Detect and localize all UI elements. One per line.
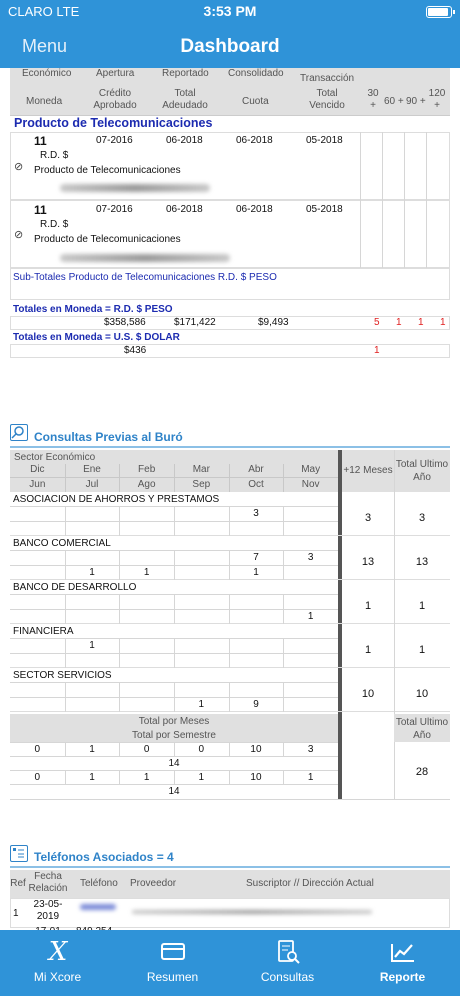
tel-hdr-ref: Ref — [10, 878, 26, 889]
tel-hdr-suscriptor: Suscriptor // Dirección Actual — [246, 878, 374, 889]
tel-hdr-telefono: Teléfono — [80, 878, 118, 889]
sector-cell: 1 — [143, 567, 150, 578]
hdr-credito: Crédito Aprobado — [93, 88, 137, 111]
total-year-label: Total Ultimo Año — [395, 717, 449, 741]
month-1-bottom: Jul — [85, 479, 99, 490]
total-rd-60: 1 — [396, 317, 402, 328]
sector-name: SECTOR SERVICIOS — [13, 670, 112, 681]
month-total-cell: 0 — [143, 744, 150, 755]
grand-total: 28 — [415, 766, 429, 778]
month-total-cell: 1 — [143, 772, 150, 783]
tel-date-1: 23-05-2019 — [33, 899, 63, 922]
total-semestre-label: Total por Semestre — [132, 730, 216, 741]
total-rd-owed: $171,422 — [174, 317, 216, 328]
month-3-top: Mar — [192, 464, 210, 475]
search-report-icon — [10, 424, 28, 441]
month-3-bottom: Sep — [192, 479, 211, 490]
total-us-120: 1 — [374, 345, 380, 356]
hdr-60: 60 + — [384, 96, 404, 107]
sector-cell: 1 — [198, 699, 205, 710]
hdr-reportado: Reportado — [162, 68, 209, 79]
total-rd-120: 1 — [440, 317, 446, 328]
col-12-meses: +12 Meses — [343, 465, 393, 476]
nav-bar — [0, 24, 460, 68]
hdr-consolidado: Consolidado — [228, 68, 284, 79]
hdr-90: 90 + — [406, 96, 426, 107]
telefonos-title: Teléfonos Asociados = 4 — [34, 850, 174, 864]
sector-name: BANCO DE DESARROLLO — [13, 582, 137, 593]
month-total-cell: 0 — [198, 744, 205, 755]
hdr-moneda: Moneda — [26, 96, 63, 107]
chart-line-icon — [390, 940, 416, 964]
month-total-cell: 3 — [307, 744, 314, 755]
tab-label: Consultas — [260, 970, 315, 984]
tel-hdr-fecha: Fecha Relación — [28, 871, 68, 894]
product-desc-1: Producto de Telecomunicaciones — [34, 165, 181, 176]
total-rd-90: 1 — [418, 317, 424, 328]
hdr-transaccion: Transacción — [300, 73, 355, 84]
sector-12-meses: 10 — [361, 688, 375, 700]
semester-total: 14 — [168, 786, 180, 797]
sector-cell: 1 — [89, 567, 95, 578]
redacted-subscriber-1 — [132, 910, 372, 914]
month-0-bottom: Jun — [29, 479, 46, 490]
redacted-account-1 — [60, 184, 210, 192]
product-num-1: 11 — [34, 134, 47, 148]
month-total-cell: 10 — [250, 772, 262, 783]
page-title: Dashboard — [180, 36, 280, 57]
xcore-logo-icon: X — [48, 937, 68, 967]
month-total-cell: 1 — [198, 772, 205, 783]
hdr-vencido: Total Vencido — [309, 88, 345, 111]
month-1-top: Ene — [83, 464, 101, 475]
product-section-title: Producto de Telecomunicaciones — [14, 116, 213, 130]
month-0-top: Dic — [30, 464, 45, 475]
menu-button[interactable]: Menu — [22, 36, 68, 56]
month-total-cell: 1 — [89, 772, 95, 783]
tab-label: Reporte — [379, 970, 426, 984]
month-4-top: Abr — [248, 464, 264, 475]
product-date-1b: 06-2018 — [166, 135, 203, 146]
sector-cell: 7 — [253, 552, 259, 563]
redacted-account-2 — [60, 254, 230, 262]
month-2-top: Feb — [138, 464, 156, 475]
product-date-1a: 07-2016 — [96, 135, 133, 146]
hdr-adeudado: Total Adeudado — [162, 88, 208, 111]
sector-cell: 1 — [89, 640, 95, 651]
subtotal-label: Sub-Totales Producto de Telecomunicaciones R.D. $ PESO — [13, 272, 277, 283]
tab-reporte[interactable] — [345, 930, 460, 996]
sector-cell: 3 — [253, 508, 259, 519]
totals-us-row — [10, 344, 450, 358]
tab-label: Mi Xcore — [33, 970, 82, 984]
totals-rd-row — [10, 316, 450, 330]
total-rd-quota: $9,493 — [258, 317, 289, 328]
telefonos-header — [10, 870, 450, 898]
sector-cell: 9 — [253, 699, 259, 710]
consultas-title: Consultas Previas al Buró — [34, 430, 183, 444]
tab-mi-xcore[interactable] — [0, 930, 115, 996]
product-currency-1: R.D. $ — [40, 150, 69, 161]
blocked-icon: ⊘ — [14, 161, 24, 173]
totals-us-label: Totales en Moneda = U.S. $ DOLAR — [13, 332, 180, 343]
product-date-1d: 05-2018 — [306, 135, 343, 146]
sector-name: FINANCIERA — [13, 626, 74, 637]
product-date-1c: 06-2018 — [236, 135, 273, 146]
month-2-bottom: Ago — [137, 479, 156, 490]
month-total-cell: 0 — [34, 772, 41, 783]
sector-label: Sector Económico — [14, 452, 96, 463]
month-total-cell: 10 — [250, 744, 262, 755]
sector-name: BANCO COMERCIAL — [13, 538, 111, 549]
total-rd-approved: $358,586 — [104, 317, 146, 328]
status-bar — [0, 0, 460, 24]
semester-total: 14 — [168, 758, 180, 769]
hdr-120: 120 + — [428, 88, 446, 111]
product-date-2c: 06-2018 — [236, 204, 273, 215]
card-icon — [160, 940, 186, 964]
month-5-top: May — [301, 464, 321, 475]
tab-bar — [0, 930, 460, 996]
sector-total: 1 — [418, 644, 426, 656]
battery-icon — [426, 6, 452, 18]
hdr-apertura: Apertura — [96, 68, 135, 79]
document-search-icon — [275, 940, 301, 964]
sector-total: 10 — [415, 688, 429, 700]
product-currency-2: R.D. $ — [40, 219, 69, 230]
tel-hdr-proveedor: Proveedor — [130, 878, 177, 889]
sector-12-meses: 13 — [361, 556, 375, 568]
report-content[interactable] — [0, 68, 460, 930]
total-us-approved: $436 — [124, 345, 147, 356]
product-date-2d: 05-2018 — [306, 204, 343, 215]
redacted-phone-1 — [80, 904, 116, 910]
sector-12-meses: 3 — [364, 512, 372, 524]
blocked-icon: ⊘ — [14, 229, 24, 241]
sector-cell: 3 — [307, 552, 314, 563]
tab-label: Resumen — [146, 970, 199, 984]
sector-total: 13 — [415, 556, 429, 568]
sector-12-meses: 1 — [364, 644, 372, 656]
totals-rd-label: Totales en Moneda = R.D. $ PESO — [13, 304, 173, 315]
month-total-cell: 1 — [89, 744, 95, 755]
total-meses-label: Total por Meses — [138, 716, 210, 727]
product-date-2a: 07-2016 — [96, 204, 133, 215]
sector-cell: 1 — [307, 611, 314, 622]
sector-total: 1 — [418, 600, 426, 612]
month-total-cell: 1 — [307, 772, 314, 783]
tab-consultas[interactable] — [230, 930, 345, 996]
phone-list-icon — [10, 845, 28, 862]
col-total-ultimo-anio: Total Ultimo Año — [395, 459, 449, 483]
sector-12-meses: 1 — [364, 600, 372, 612]
sector-total: 3 — [418, 512, 426, 524]
tab-resumen[interactable] — [115, 930, 230, 996]
carrier-label: CLARO LTE — [8, 4, 80, 19]
clock: 3:53 PM — [203, 3, 257, 19]
total-rd-30: 5 — [374, 317, 380, 328]
product-desc-2: Producto de Telecomunicaciones — [34, 234, 181, 245]
hdr-cuota: Cuota — [242, 96, 269, 107]
sector-name: ASOCIACION DE AHORROS Y PRESTAMOS — [13, 494, 220, 505]
month-5-bottom: Nov — [301, 479, 320, 490]
product-num-2: 11 — [34, 203, 47, 217]
product-date-2b: 06-2018 — [166, 204, 203, 215]
month-4-bottom: Oct — [248, 479, 264, 490]
tel-ref-1: 1 — [13, 908, 19, 919]
sector-cell: 1 — [253, 567, 259, 578]
month-total-cell: 0 — [34, 744, 41, 755]
hdr-30: 30 + — [367, 88, 379, 111]
hdr-economico: Económico — [22, 68, 72, 79]
